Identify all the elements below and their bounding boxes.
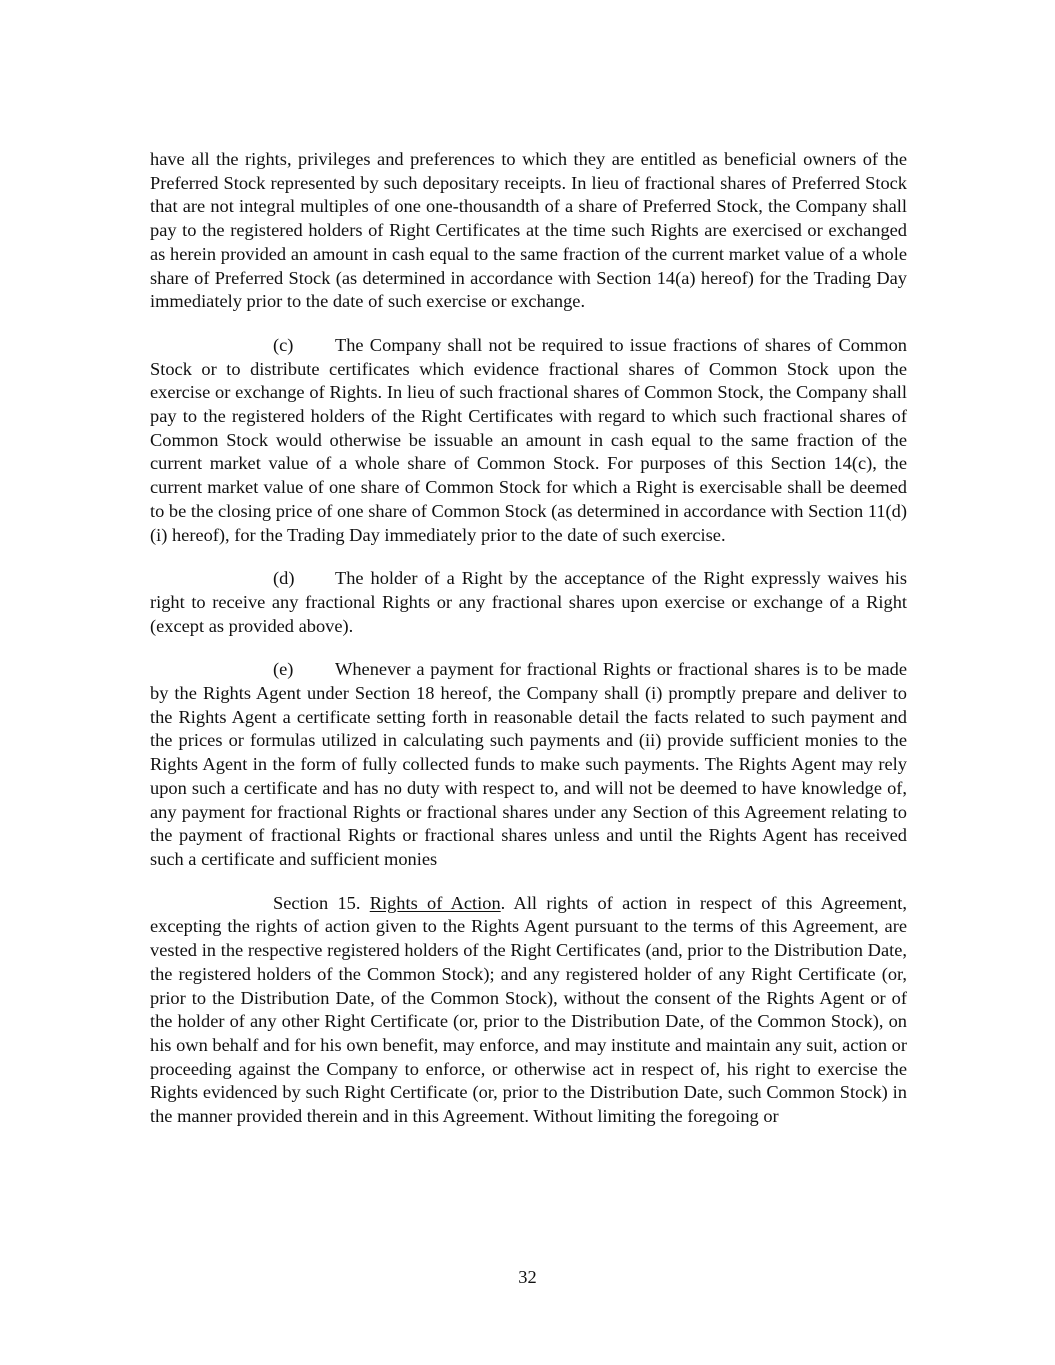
page-number: 32 bbox=[518, 1267, 537, 1287]
paragraph-text: Whenever a payment for fractional Rights or fractional shares is to be made by the Rights Agent under Section 18 hereof, the Company shall (i) promptly prepare and deliver to the Rights Agent a certificate setting forth in reasonable detail the facts related to such payment and the prices or formulas utilized in calculating such payments and (ii) provide sufficient monies to the Rights Agent in the form of fully collected funds to make such payments. The Rights Agent may rely upon such a certificate and has no duty with respect to, and will not be deemed to have knowledge of, any payment for fractional Rights or fractional shares under any Section of this Agreement relating to the payment of fractional Rights or fractional shares unless and until the Rights Agent has received such a certificate and sufficient monies bbox=[150, 659, 907, 869]
paragraph-label: (e) bbox=[273, 659, 294, 680]
paragraph-label: (c) bbox=[273, 334, 294, 355]
paragraph-14e bbox=[150, 658, 907, 871]
section-15-text: . All rights of action in respect of this Agreement, excepting the rights of action given to the Rights Agent pursuant to the terms of this Agreement, are vested in the respective registered holders of the Right Certificates (and, prior to the Distribution Date, the registered holders of the Common Stock); and any registered holder of any Right Certificate (or, prior to the Distribution Date, of the Common Stock), without the consent of the Rights Agent or of the holder of any other Right Certificate (or, prior to the Distribution Date, of the Common Stock), on his own behalf and for his own benefit, may enforce, and may institute and maintain any suit, action or proceeding against the Company to enforce, or otherwise act in respect of, his right to exercise the Rights evidenced by such Right Certificate (or, prior to the Distribution Date, such Common Stock) in the manner provided therein and in this Agreement. Without limiting the foregoing or bbox=[150, 892, 907, 1127]
section-15-heading: Rights of Action bbox=[369, 892, 501, 913]
section-15-paragraph bbox=[150, 892, 907, 1129]
paragraph-label: (d) bbox=[273, 568, 295, 589]
section-15-prefix: Section 15. bbox=[273, 892, 370, 913]
document-body bbox=[150, 148, 907, 1149]
paragraph-continuation bbox=[150, 148, 907, 314]
paragraph-text: The holder of a Right by the acceptance of the Right expressly waives his right to receive any fractional Rights or any fractional shares upon exercise or exchange of a Right (except as provided above). bbox=[150, 568, 907, 636]
paragraph-text: The Company shall not be required to issue fractions of shares of Common Stock or to distribute certificates which evidence fractional shares of Common Stock upon the exercise or exchange of Rights. In lieu of such fractional shares of Common Stock, the Company shall pay to the registered holders of the Right Certificates with regard to which such fractional shares of Common Stock would otherwise be issuable an amount in cash equal to the same fraction of the current market value of a whole share of Common Stock. For purposes of this Section 14(c), the current market value of one share of Common Stock for which a Right is exercisable shall be deemed to be the closing price of one share of Common Stock (as determined in accordance with Section 11(d)(i) hereof), for the Trading Day immediately prior to the date of such exercise. bbox=[150, 334, 907, 545]
paragraph-text: have all the rights, privileges and preferences to which they are entitled as beneficial owners of the Preferred Stock represented by such depositary receipts. In lieu of fractional shares of Preferred Stock that are not integral multiples of one one-thousandth of a share of Preferred Stock, the Company shall pay to the registered holders of Right Certificates at the time such Rights are exercised or exchanged as herein provided an amount in cash equal to the same fraction of the current market value of a whole share of Preferred Stock (as determined in accordance with Section 14(a) hereof) for the Trading Day immediately prior to the date of such exercise or exchange. bbox=[150, 149, 907, 312]
paragraph-14c bbox=[150, 334, 907, 547]
paragraph-14d bbox=[150, 567, 907, 638]
